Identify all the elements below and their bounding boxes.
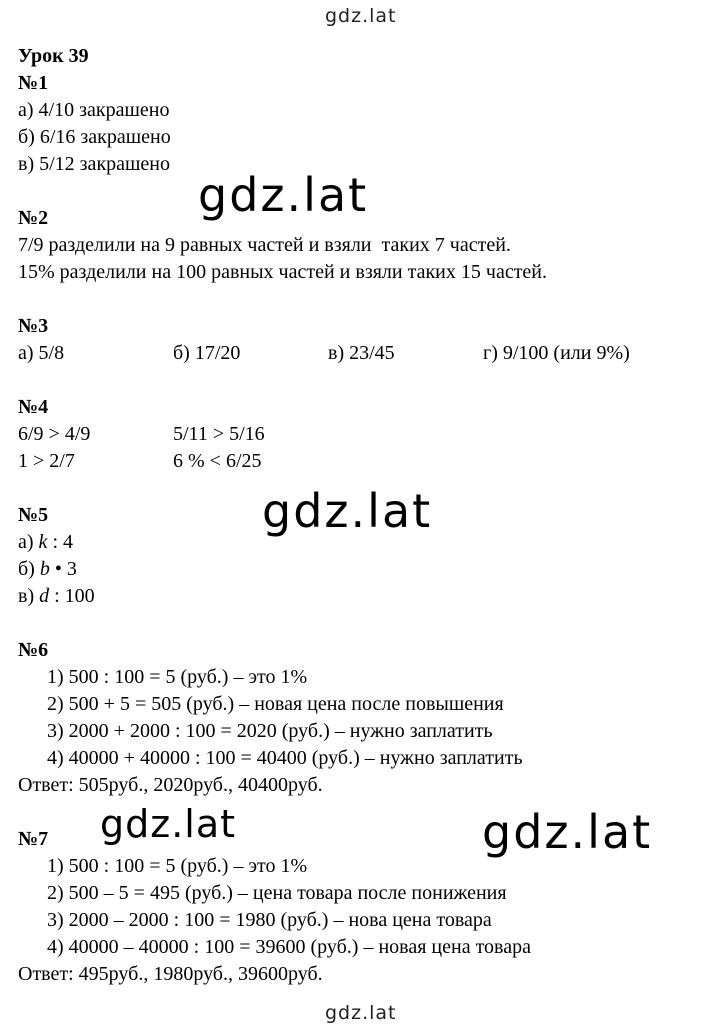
task-3-answer-d: г) 9/100 (или 9%) [483,342,630,364]
task-2-heading: №2 [18,207,49,229]
watermark-3: gdz.lat [100,802,237,846]
task-3-answer-c: в) 23/45 [328,342,395,364]
task-7-answer: Ответ: 495руб., 1980руб., 39600руб. [18,963,323,985]
task-5-answer-a: а) k : 4 [18,531,73,553]
watermark-top: gdz.lat [325,5,397,27]
task-5-heading: №5 [18,504,49,526]
task-4-heading: №4 [18,396,49,418]
task-4-comparison: 6/9 > 4/9 [18,423,91,445]
watermark-1: gdz.lat [198,168,369,222]
task-7-step-2: 2) 500 – 5 = 495 (руб.) – цена товара после понижения [47,882,507,904]
watermark-4: gdz.lat [482,805,653,859]
task-5-answer-b: б) b • 3 [18,558,77,580]
task-6-step-2: 2) 500 + 5 = 505 (руб.) – новая цена после повышения [47,693,504,715]
task-6-step-4: 4) 40000 + 40000 : 100 = 40400 (руб.) – нужно заплатить [47,747,523,769]
task-4-comparison: 6 % < 6/25 [173,450,262,472]
task-4-comparison: 5/11 > 5/16 [173,423,265,445]
task-3-heading: №3 [18,315,49,337]
task-2-line-1: 7/9 разделили на 9 равных частей и взяли таких 7 частей. [18,234,511,256]
task-1-heading: №1 [18,72,49,94]
task-1-answer-a: а) 4/10 закрашено [18,99,170,121]
task-6-heading: №6 [18,639,49,661]
task-7-step-4: 4) 40000 – 40000 : 100 = 39600 (руб.) – новая цена товара [47,936,531,958]
watermark-bottom: gdz.lat [325,1002,397,1024]
task-7-step-1: 1) 500 : 100 = 5 (руб.) – это 1% [47,855,308,877]
task-3-answer-a: а) 5/8 [18,342,65,364]
task-1-answer-c: в) 5/12 закрашено [18,153,171,175]
watermark-2: gdz.lat [262,484,433,538]
task-7-heading: №7 [18,828,49,850]
task-2-line-2: 15% разделили на 100 равных частей и взяли таких 15 частей. [18,261,548,283]
task-6-step-1: 1) 500 : 100 = 5 (руб.) – это 1% [47,666,308,688]
task-3-answer-b: б) 17/20 [173,342,241,364]
task-5-answer-c: в) d : 100 [18,585,95,607]
task-4-comparison: 1 > 2/7 [18,450,75,472]
task-6-answer: Ответ: 505руб., 2020руб., 40400руб. [18,774,323,796]
lesson-title: Урок 39 [18,45,89,67]
task-1-answer-b: б) 6/16 закрашено [18,126,171,148]
task-6-step-3: 3) 2000 + 2000 : 100 = 2020 (руб.) – нужно заплатить [47,720,493,742]
task-7-step-3: 3) 2000 – 2000 : 100 = 1980 (руб.) – нова цена товара [47,909,492,931]
